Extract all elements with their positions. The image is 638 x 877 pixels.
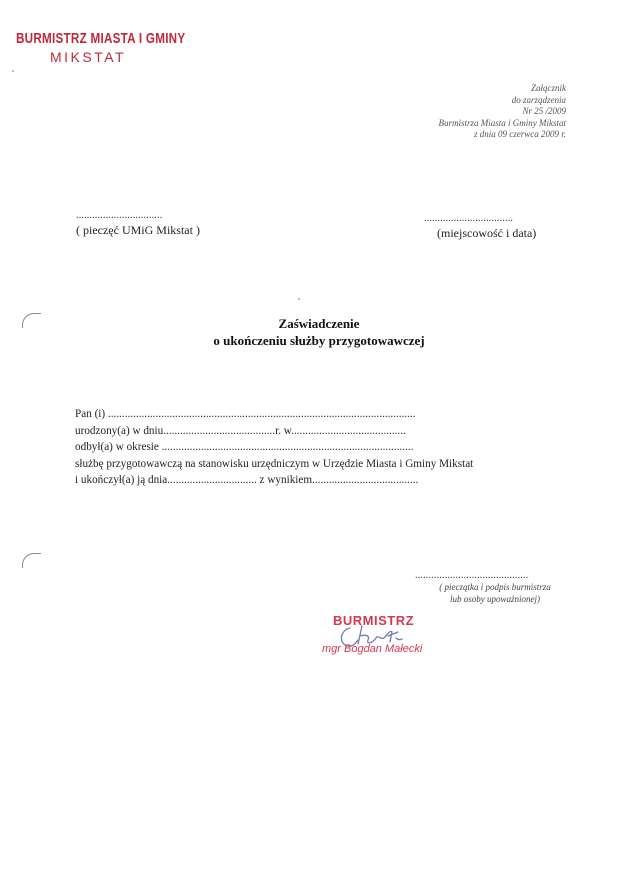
- place-dots: .................................: [424, 213, 514, 224]
- signature-caption-line1: ( pieczątka i podpis burmistrza: [439, 582, 551, 592]
- mayor-stamp-title: BURMISTRZ: [333, 613, 415, 628]
- certificate-body: [75, 406, 473, 489]
- place-label: (miejscowość i data): [437, 226, 537, 240]
- annex-line: Załącznik: [531, 83, 566, 93]
- document-title: Zaświadczenie: [278, 316, 360, 331]
- annex-line: z dnia 09 czerwca 2009 r.: [474, 129, 566, 139]
- body-line-birth: urodzony(a) w dniu........................................r. w.........................................: [75, 424, 406, 437]
- scan-speck: [12, 70, 14, 72]
- document-subtitle: o ukończeniu służby przygotowawczej: [213, 333, 425, 348]
- office-stamp-line1: BURMISTRZ MIASTA I GMINY: [16, 30, 186, 47]
- body-line-name: Pan (i) ..............................................................................................................: [75, 408, 416, 420]
- signature-caption: [420, 582, 570, 605]
- annex-line: do zarządzenia: [511, 94, 566, 105]
- punch-hole-mark: [22, 313, 41, 328]
- punch-hole-mark: [22, 553, 41, 568]
- annex-line: Nr 25 /2009: [522, 106, 566, 116]
- mayor-stamp-name: mgr Bogdan Małecki: [322, 643, 423, 655]
- annex-line: Burmistrza Miasta i Gminy Mikstat: [438, 117, 566, 128]
- signature-caption-line2: lub osoby upoważnionej): [450, 593, 540, 604]
- office-stamp-line2: MIKSTAT: [50, 49, 127, 65]
- signature-dots: ..........................................: [415, 570, 529, 581]
- annex-reference: [439, 83, 567, 141]
- body-line-service: służbę przygotowawczą na stanowisku urzędniczym w Urzędzie Miasta i Gminy Mikstat: [75, 457, 474, 470]
- body-line-period: odbył(a) w okresie ..........................................................................................: [75, 441, 414, 453]
- body-line-completion: i ukończył(a) ją dnia................................ z wynikiem......................................: [75, 474, 419, 486]
- seal-dots: ................................: [76, 210, 163, 221]
- seal-label: ( pieczęć UMiG Mikstat ): [76, 223, 200, 237]
- scan-speck: [298, 298, 300, 300]
